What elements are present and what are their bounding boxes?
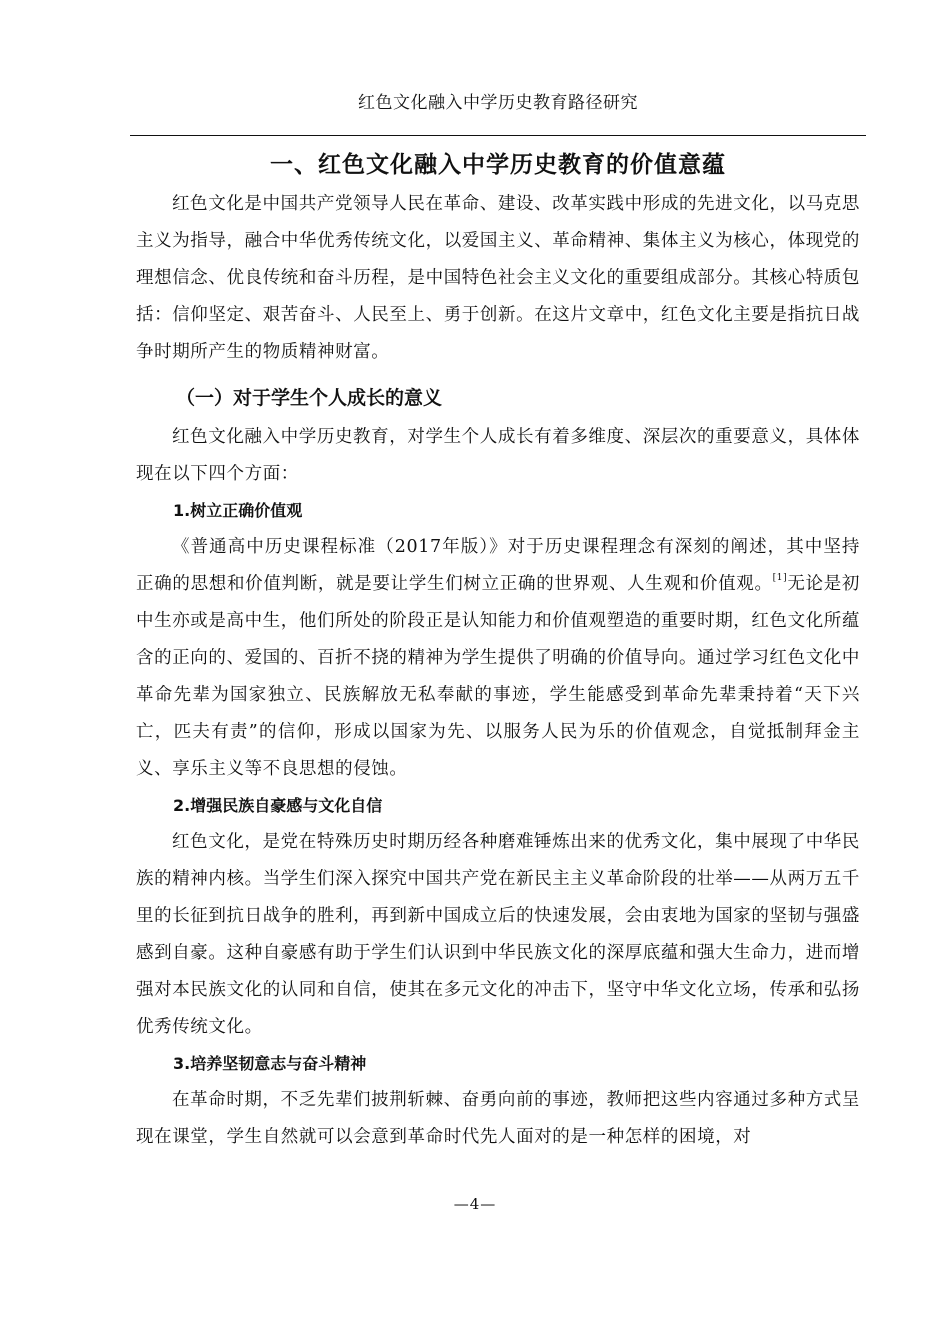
header-divider	[130, 135, 866, 136]
page-number: —4—	[453, 1195, 497, 1213]
subsection-title: （一）对于学生个人成长的意义	[176, 387, 443, 409]
point-2-paragraph: 红色文化，是党在特殊历史时期历经各种磨难锤炼出来的优秀文化，集中展现了中华民族的精神内核。当学生们深入探究中国共产党在新民主主义革命阶段的壮举——从两万五千里的长征到抗日战争的胜利，再到新中国成立后的快速发展，会由衷地为国家的坚韧与强盛感到自豪。这种自豪感有助于学生们认识到中华民族文化的深厚底蕴和强大生命力，进而增强对本民族文化的认同和自信，使其在多元文化的冲击下，坚守中华文化立场，传承和弘扬优秀传统文化。	[136, 832, 860, 1037]
point-3-heading: 3.培养坚韧意志与奋斗精神	[173, 1054, 367, 1073]
running-header: 红色文化融入中学历史教育路径研究	[358, 93, 638, 113]
point-1-heading: 1.树立正确价值观	[173, 501, 303, 520]
section-title: 一、红色文化融入中学历史教育的价值意蕴	[270, 152, 726, 178]
section-intro-paragraph: 红色文化是中国共产党领导人民在革命、建设、改革实践中形成的先进文化，以马克思主义为指导，融合中华优秀传统文化，以爱国主义、革命精神、集体主义为核心，体现党的理想信念、优良传统和奋斗历程，是中国特色社会主义文化的重要组成部分。其核心特质包括：信仰坚定、艰苦奋斗、人民至上、勇于创新。在这片文章中，红色文化主要是指抗日战争时期所产生的物质精神财富。	[136, 194, 860, 362]
subsection-intro-paragraph: 红色文化融入中学历史教育，对学生个人成长有着多维度、深层次的重要意义，具体体现在以下四个方面：	[136, 427, 860, 484]
page-body	[136, 146, 860, 1156]
point-2-heading: 2.增强民族自豪感与文化自信	[173, 796, 383, 815]
citation-ref[interactable]: [1]	[772, 573, 788, 583]
point-1-text-a: 《普通高中历史课程标准（2017年版）》对于历史课程理念有深刻的阐述，其中坚持正确的思想和价值判断，就是要让学生们树立正确的世界观、人生观和价值观。	[136, 537, 860, 594]
point-1-text-b: 无论是初中生亦或是高中生，他们所处的阶段正是认知能力和价值观塑造的重要时期，红色文化所蕴含的正向的、爱国的、百折不挠的精神为学生提供了明确的价值导向。通过学习红色文化中革命先辈为国家独立、民族解放无私奉献的事迹，学生能感受到革命先辈秉持着“天下兴亡，匹夫有责”的信仰，形成以国家为先、以服务人民为乐的价值观念，自觉抵制拜金主义、享乐主义等不良思想的侵蚀。	[136, 574, 860, 779]
spacer	[136, 371, 860, 383]
point-3-paragraph: 在革命时期，不乏先辈们披荆斩棘、奋勇向前的事迹，教师把这些内容通过多种方式呈现在课堂，学生自然就可以会意到革命时代先人面对的是一种怎样的困境，对	[136, 1090, 860, 1147]
point-1-paragraph	[136, 529, 860, 788]
